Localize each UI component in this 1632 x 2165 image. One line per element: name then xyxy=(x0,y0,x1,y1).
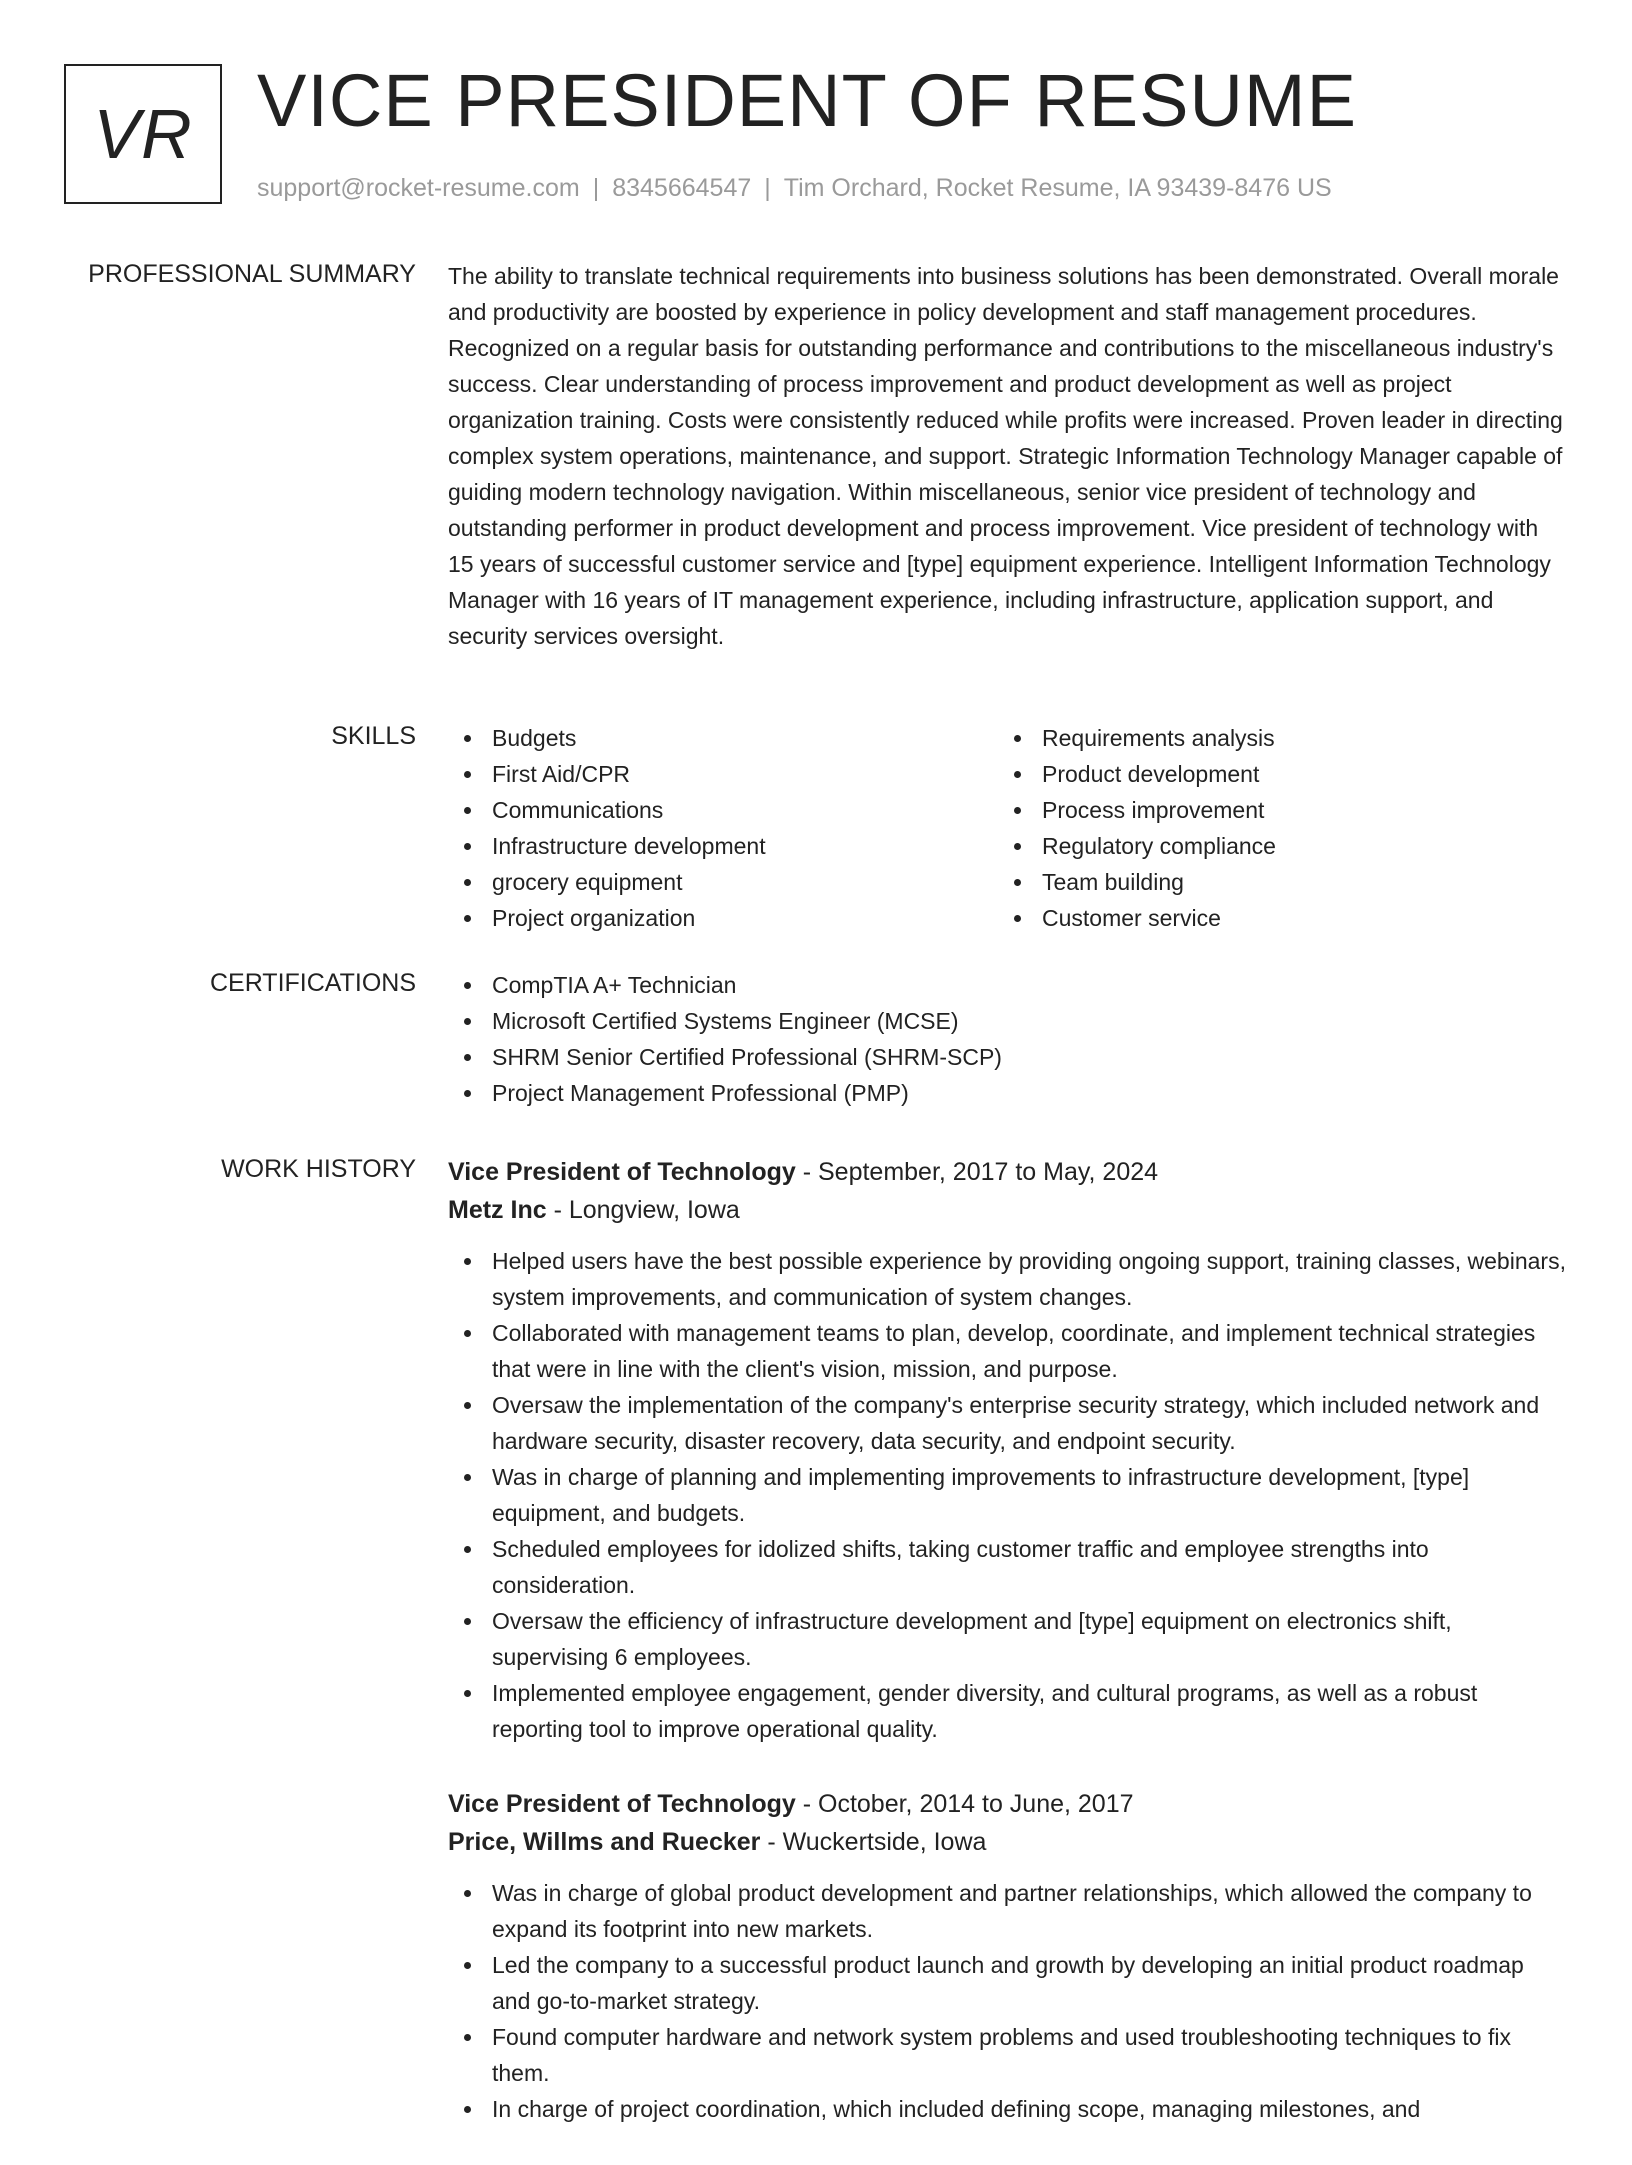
summary-label: PROFESSIONAL SUMMARY xyxy=(88,260,416,288)
skills-grid xyxy=(448,720,1568,936)
skill-item: Product development xyxy=(998,756,1548,792)
contact-address: Tim Orchard, Rocket Resume, IA 93439-8476 US xyxy=(783,174,1332,202)
skills-list-right xyxy=(998,720,1548,936)
job-company: Price, Willms and Ruecker xyxy=(448,1828,761,1856)
resume-header xyxy=(64,59,1568,214)
summary-body xyxy=(448,258,1568,654)
skill-item: Regulatory compliance xyxy=(998,828,1548,864)
job-title: Vice President of Technology xyxy=(448,1158,796,1186)
job-location: - Longview, Iowa xyxy=(546,1196,740,1224)
job-entry xyxy=(448,1153,1568,1747)
contact-email: support@rocket-resume.com xyxy=(257,174,580,202)
job-duty-item: Found computer hardware and network system problems and used troubleshooting techniques to fix them. xyxy=(448,2019,1568,2091)
certifications-list xyxy=(448,967,1568,1111)
skills-label: SKILLS xyxy=(331,722,416,750)
contact-separator: | xyxy=(764,174,771,202)
job-duties-list xyxy=(448,1875,1568,2127)
job-duty-item: Collaborated with management teams to plan, develop, coordinate, and implement technical strategies that were in line with the client's vision, mission, and purpose. xyxy=(448,1315,1568,1387)
certification-item: Project Management Professional (PMP) xyxy=(448,1075,1568,1111)
monogram-badge: VR xyxy=(64,64,222,204)
skill-item: Team building xyxy=(998,864,1548,900)
skill-item: Project organization xyxy=(448,900,998,936)
job-duty-item: Implemented employee engagement, gender diversity, and cultural programs, as well as a robust reporting tool to improve operational quality. xyxy=(448,1675,1568,1747)
job-location: - Wuckertside, Iowa xyxy=(760,1828,987,1856)
skills-body xyxy=(448,720,1568,936)
job-title-line xyxy=(448,1785,1568,1823)
job-dates: - September, 2017 to May, 2024 xyxy=(795,1158,1159,1186)
certification-item: Microsoft Certified Systems Engineer (MCSE) xyxy=(448,1003,1568,1039)
skill-item: Process improvement xyxy=(998,792,1548,828)
job-duty-item: Was in charge of global product development and partner relationships, which allowed the company to expand its footprint into new markets. xyxy=(448,1875,1568,1947)
job-duty-item: In charge of project coordination, which included defining scope, managing milestones, and xyxy=(448,2091,1568,2127)
job-duty-item: Helped users have the best possible experience by providing ongoing support, training classes, webinars, system improvements, and communication of system changes. xyxy=(448,1243,1568,1315)
skill-item: First Aid/CPR xyxy=(448,756,998,792)
certifications-label: CERTIFICATIONS xyxy=(209,969,416,997)
certifications-body xyxy=(448,967,1568,1111)
job-title-line xyxy=(448,1153,1568,1191)
job-company: Metz Inc xyxy=(448,1196,547,1224)
job-dates: - October, 2014 to June, 2017 xyxy=(795,1790,1134,1818)
work-history-label: WORK HISTORY xyxy=(221,1155,416,1183)
work-history-body xyxy=(448,1153,1568,2165)
job-duty-item: Scheduled employees for idolized shifts, taking customer traffic and employee strengths into consideration. xyxy=(448,1531,1568,1603)
job-duty-item: Oversaw the implementation of the company's enterprise security strategy, which included network and hardware security, disaster recovery, data security, and endpoint security. xyxy=(448,1387,1568,1459)
job-entry xyxy=(448,1785,1568,2127)
summary-text: The ability to translate technical requirements into business solutions has been demonstrated. Overall morale and productivity are boosted by experience in policy development and staff management procedures. Recognized on a regular basis for outstanding performance and contributions to the miscellaneous industry's success. Clear understanding of process improvement and product development as well as project organization training. Costs were consistently reduced while profits were increased. Proven leader in directing complex system operations, maintenance, and support. Strategic Information Technology Manager capable of guiding modern technology navigation. Within miscellaneous, senior vice president of technology and outstanding performer in product development and process improvement. Vice president of technology with 15 years of successful customer service and [type] equipment experience. Intelligent Information Technology Manager with 16 years of IT management experience, including infrastructure, application support, and security services oversight. xyxy=(448,263,1563,649)
job-title: Vice President of Technology xyxy=(448,1790,796,1818)
skill-item: Customer service xyxy=(998,900,1548,936)
skill-item: grocery equipment xyxy=(448,864,998,900)
contact-line xyxy=(257,174,1332,203)
contact-phone: 8345664547 xyxy=(612,174,752,202)
skill-item: Budgets xyxy=(448,720,998,756)
skill-item: Requirements analysis xyxy=(998,720,1548,756)
job-company-line xyxy=(448,1823,1568,1861)
skill-item: Communications xyxy=(448,792,998,828)
job-duties-list xyxy=(448,1243,1568,1747)
contact-separator: | xyxy=(592,174,600,202)
skill-item: Infrastructure development xyxy=(448,828,998,864)
job-company-line xyxy=(448,1191,1568,1229)
certification-item: CompTIA A+ Technician xyxy=(448,967,1568,1003)
job-duty-item: Led the company to a successful product launch and growth by developing an initial product roadmap and go-to-market strategy. xyxy=(448,1947,1568,2019)
job-duty-item: Was in charge of planning and implementing improvements to infrastructure development, [type] equipment, and budgets. xyxy=(448,1459,1568,1531)
resume-name: VICE PRESIDENT OF RESUME xyxy=(257,59,1357,142)
certification-item: SHRM Senior Certified Professional (SHRM-SCP) xyxy=(448,1039,1568,1075)
job-duty-item: Oversaw the efficiency of infrastructure development and [type] equipment on electronics shift, supervising 6 employees. xyxy=(448,1603,1568,1675)
skills-list-left xyxy=(448,720,998,936)
